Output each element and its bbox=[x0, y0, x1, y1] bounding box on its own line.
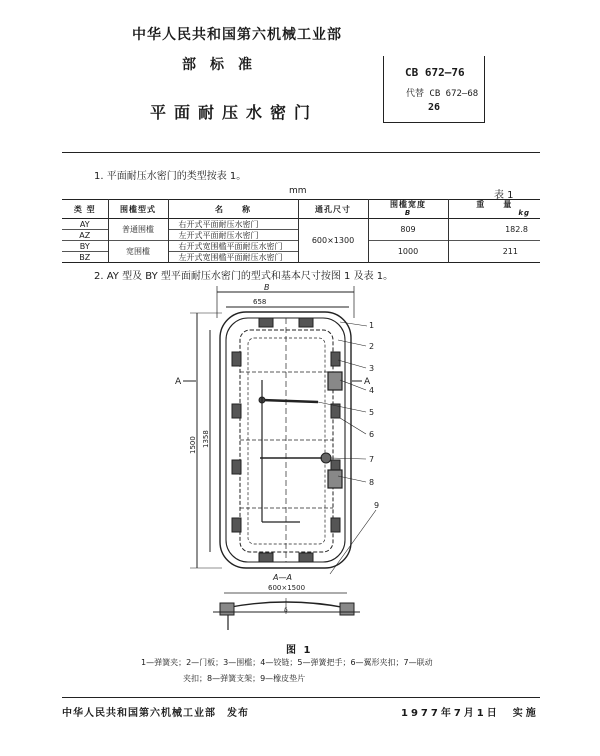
col-opening: 通孔尺寸 bbox=[298, 200, 368, 219]
document-title: 平面耐压水密门 bbox=[150, 103, 319, 122]
section-mark-right: A bbox=[364, 377, 371, 387]
weight-cell: 182.8 bbox=[448, 219, 540, 241]
callout-8: 8 bbox=[369, 478, 375, 487]
callout-5: 5 bbox=[369, 408, 375, 417]
col-width: 围槛宽度 B bbox=[368, 200, 448, 219]
publisher: 中华人民共和国第六机械工业部 发布 bbox=[62, 708, 249, 719]
clamp bbox=[232, 404, 241, 418]
callout-6: 6 bbox=[369, 430, 375, 439]
dim-b-label: B bbox=[264, 283, 270, 292]
clamp bbox=[259, 318, 273, 327]
section-2-text: 2. AY 型及 BY 型平面耐压水密门的型式和基本尺寸按图 1 及表 1。 bbox=[94, 271, 394, 282]
section-title: A—A bbox=[273, 573, 292, 582]
spring-handle bbox=[262, 400, 318, 402]
section-sill-left bbox=[220, 603, 234, 615]
callout-7: 7 bbox=[369, 455, 375, 464]
figure-legend-line-2: 夹扣；8—弹簧支架；9—橡皮垫片 bbox=[183, 674, 306, 683]
table-number: 表 1 bbox=[494, 190, 514, 201]
section-size: 600×1500 bbox=[268, 584, 306, 592]
col-sill: 围槛型式 bbox=[108, 200, 168, 219]
hinge bbox=[328, 372, 342, 390]
type-cell: AZ bbox=[79, 230, 91, 240]
col-weight: 重 量 kg bbox=[448, 200, 540, 219]
section-delta: δ bbox=[284, 607, 288, 614]
clamp bbox=[331, 518, 340, 532]
standard-type: 部标准 bbox=[182, 57, 266, 73]
clamp bbox=[232, 352, 241, 366]
door-opening-dashed bbox=[240, 330, 333, 552]
standard-code: CB 672—76 bbox=[405, 66, 465, 79]
callout-2: 2 bbox=[369, 342, 375, 351]
hinge-group bbox=[328, 372, 342, 488]
callout-9: 9 bbox=[374, 501, 380, 510]
section-sill-right bbox=[340, 603, 354, 615]
type-cell: AY bbox=[79, 219, 90, 229]
dim-width-label: 658 bbox=[253, 298, 267, 306]
section-1-text: 1. 平面耐压水密门的类型按表 1。 bbox=[94, 171, 247, 182]
callout-1: 1 bbox=[369, 321, 375, 330]
clamp bbox=[331, 352, 340, 366]
name-cell: 左开式平面耐压水密门 bbox=[168, 230, 298, 241]
type-cell: BZ bbox=[79, 252, 91, 262]
width-cell: 809 bbox=[368, 219, 448, 241]
name-cell: 右开式宽围槛平面耐压水密门 bbox=[168, 241, 298, 252]
type-cell: BY bbox=[79, 241, 90, 251]
section-mark-left: A bbox=[175, 377, 182, 387]
weight-cell: 211 bbox=[448, 241, 540, 263]
hinge bbox=[328, 470, 342, 488]
col-name: 名 称 bbox=[168, 200, 298, 219]
callout-leaders bbox=[318, 322, 376, 574]
name-cell: 左开式宽围槛平面耐压水密门 bbox=[168, 252, 298, 263]
width-cell: 1000 bbox=[368, 241, 448, 263]
name-cell: 右开式平面耐压水密门 bbox=[168, 219, 298, 230]
opening-cell: 600×1300 bbox=[298, 219, 368, 263]
class-number: 26 bbox=[428, 102, 441, 113]
callout-4: 4 bbox=[369, 386, 375, 395]
callout-3: 3 bbox=[369, 364, 375, 373]
clamp bbox=[259, 553, 273, 562]
col-type: 类 型 bbox=[73, 204, 96, 214]
figure-legend-line-1: 1—弹簧夹；2—门板；3—围槛；4—铰链；5—弹簧把手；6—翼形夹扣；7—联动 bbox=[141, 658, 433, 667]
issuing-ministry: 中华人民共和国第六机械工业部 bbox=[132, 27, 342, 43]
table-unit: mm bbox=[289, 186, 307, 196]
sill-cell: 宽围槛 bbox=[108, 241, 168, 263]
clamp bbox=[232, 518, 241, 532]
clamp bbox=[299, 318, 313, 327]
effective-date: 1977年7月1日 实施 bbox=[401, 708, 539, 719]
linked-clamp bbox=[321, 453, 331, 463]
dim-height-outer: 1500 bbox=[189, 436, 197, 454]
clamp bbox=[299, 553, 313, 562]
door-plate-dashed bbox=[248, 338, 325, 544]
footer-divider bbox=[62, 697, 540, 698]
clamp bbox=[232, 460, 241, 474]
dim-height-inner: 1358 bbox=[202, 430, 210, 448]
supersedes-code: 代替 CB 672—68 bbox=[406, 89, 479, 99]
sill-cell: 普通围槛 bbox=[108, 219, 168, 241]
figure-caption: 图 1 bbox=[286, 645, 313, 656]
